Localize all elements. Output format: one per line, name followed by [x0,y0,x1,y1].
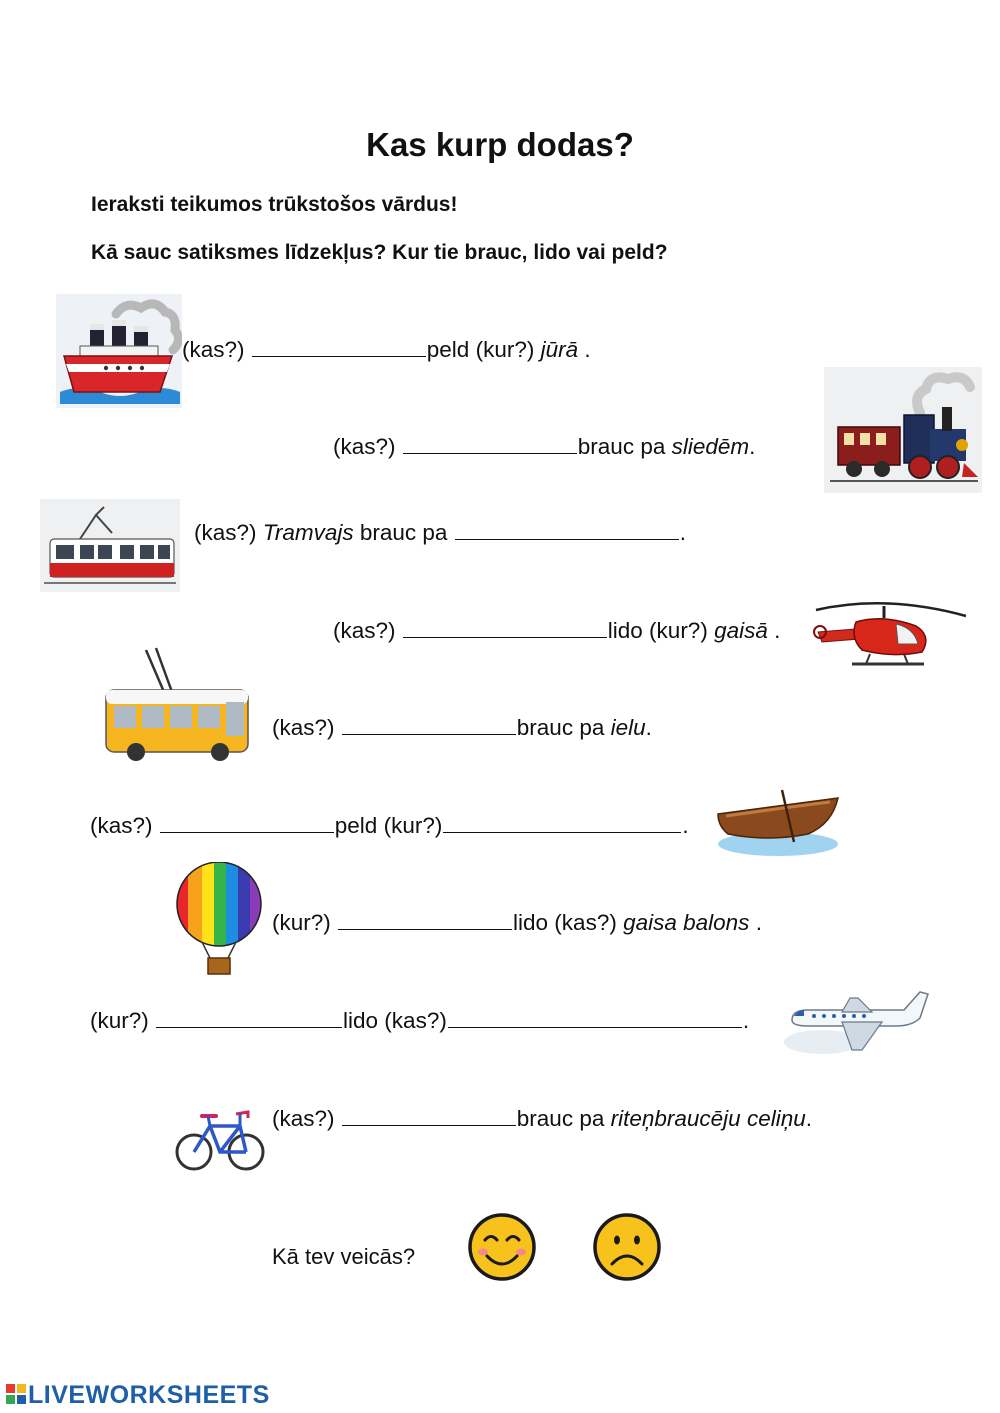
sentence-train [333,433,755,460]
airplane-image [782,990,930,1056]
answer-blank-plane-2[interactable] [448,1007,742,1028]
sentence-balloon [272,909,762,936]
answer-blank-trolleybus[interactable] [342,714,516,735]
sentence-end: . [749,434,756,459]
tram-image [40,499,180,592]
rowboat-image [712,786,842,860]
sentence-trolleybus [272,714,652,741]
page-title: Kas kurp dodas? [366,126,634,163]
question-label: (kas?) [333,618,396,643]
liveworksheets-logo-icon [6,1384,26,1406]
question-label: (kas?) [333,434,396,459]
given-word: ielu [610,715,646,740]
bicycle-image [174,1104,266,1174]
sentence-end: . [645,715,652,740]
question-label: (kas?) [90,813,153,838]
balloon-image [174,862,264,980]
question-label: (kur?) [90,1008,149,1033]
question-label: (kas?) [194,520,257,545]
verb-text: brauc pa [516,1106,605,1131]
given-word: riteņbraucēju celiņu [610,1106,806,1131]
answer-blank-plane-1[interactable] [156,1007,342,1028]
sentence-boat [90,812,689,839]
verb-text: lido (kas?) [343,1008,447,1033]
verb-text: lido (kur?) [607,618,708,643]
given-word: gaisa balons [623,910,750,935]
answer-blank-tram[interactable] [455,519,679,540]
verb-text: brauc pa [353,520,448,545]
question-label: (kas?) [272,715,335,740]
answer-blank-helicopter[interactable] [403,617,607,638]
question-label: (kas?) [182,337,245,362]
sentence-helicopter [333,617,780,644]
verb-text: brauc pa [577,434,666,459]
sad-smiley-icon[interactable] [592,1212,662,1282]
instruction-2: Kā sauc satiksmes līdzekļus? Kur tie brauc, lido vai peld? [91,241,668,264]
given-word: gaisā [714,618,768,643]
sentence-ship [182,336,591,363]
answer-blank-train[interactable] [403,433,577,454]
answer-blank-ship[interactable] [252,336,426,357]
happy-smiley-icon[interactable] [467,1212,537,1282]
sentence-end: . [805,1106,812,1131]
sentence-plane [90,1007,749,1034]
question-label: (kas?) [272,1106,335,1131]
sentence-end: . [679,520,686,545]
given-word: sliedēm [671,434,750,459]
train-image [824,367,982,493]
answer-blank-balloon[interactable] [338,909,512,930]
verb-text: peld (kur?) [426,337,535,362]
sentence-end: . [578,337,591,362]
verb-text: peld (kur?) [334,813,443,838]
sentence-end: . [749,910,762,935]
answer-blank-boat-1[interactable] [160,812,334,833]
brand-name: LIVEWORKSHEETS [28,1381,270,1409]
ship-image [56,294,182,408]
verb-text: brauc pa [516,715,605,740]
sentence-bicycle [272,1105,812,1132]
liveworksheets-logo [6,1381,270,1410]
instruction-1: Ieraksti teikumos trūkstošos vārdus! [91,193,458,216]
given-word: Tramvajs [262,520,354,545]
sentence-end: . [767,618,781,643]
sentence-tram [194,519,686,546]
trolleybus-image [96,646,256,764]
answer-blank-bicycle[interactable] [342,1105,516,1126]
feedback-question: Kā tev veicās? [272,1244,416,1269]
verb-text: lido (kas?) [513,910,617,935]
answer-blank-boat-2[interactable] [443,812,681,833]
helicopter-image [812,592,968,674]
sentence-end: . [742,1008,750,1033]
sentence-end: . [682,813,689,838]
given-word: jūrā [540,337,579,362]
question-label: (kur?) [272,910,331,935]
